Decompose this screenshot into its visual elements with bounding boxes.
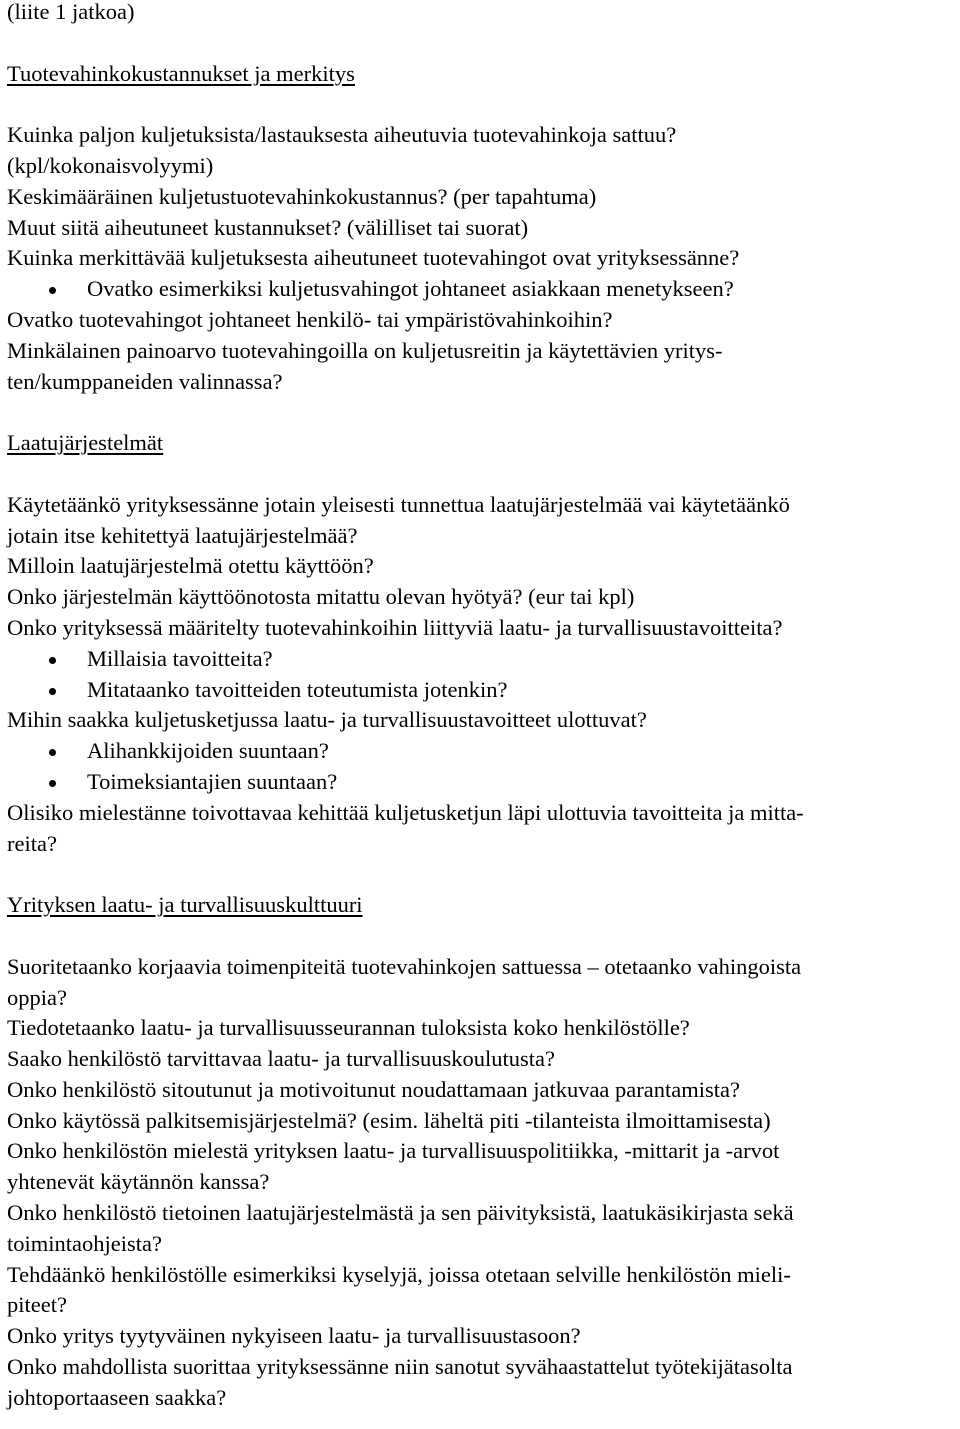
- section-heading-product-damage: Tuotevahinkokustannukset ja merkitys: [7, 60, 355, 86]
- bullet-item: [7, 274, 957, 305]
- question-line: Käytetäänkö yrityksessänne jotain yleisesti tunnettua laatujärjestelmää vai käytetäänkö: [7, 491, 790, 517]
- spacer: [7, 459, 957, 490]
- question-line: (kpl/kokonaisvolyymi): [7, 152, 214, 178]
- spacer: [7, 921, 957, 952]
- spacer: [7, 859, 957, 890]
- bullet-item: [7, 736, 957, 767]
- spacer: [7, 89, 957, 120]
- question-line: jotain itse kehitettyä laatujärjestelmää?: [7, 522, 358, 548]
- bullet-text: Mitataanko tavoitteiden toteutumista jotenkin?: [87, 676, 508, 702]
- question-line: Onko henkilöstön mielestä yrityksen laatu- ja turvallisuuspolitiikka, -mittarit ja -arvot: [7, 1138, 780, 1164]
- bullet-text: Alihankkijoiden suuntaan?: [87, 738, 329, 764]
- bullet-item: [7, 675, 957, 706]
- bullet-icon: [49, 780, 56, 787]
- bullet-item: [7, 644, 957, 675]
- question-line: Onko henkilöstö sitoutunut ja motivoitunut noudattamaan jatkuvaa parantamista?: [7, 1076, 740, 1102]
- question-line: yhtenevät käytännön kanssa?: [7, 1169, 270, 1195]
- question-line: ten/kumppaneiden valinnassa?: [7, 368, 283, 394]
- question-line: Suoritetaanko korjaavia toimenpiteitä tuotevahinkojen sattuessa – otetaanko vahingoista: [7, 953, 802, 979]
- question-line: Minkälainen painoarvo tuotevahingoilla on kuljetusreitin ja käytettävien yritys-: [7, 337, 723, 363]
- question-line: Onko yritys tyytyväinen nykyiseen laatu- ja turvallisuustasoon?: [7, 1323, 581, 1349]
- bullet-icon: [49, 688, 56, 695]
- question-line: Milloin laatujärjestelmä otettu käyttöön?: [7, 553, 374, 579]
- question-line: Onko mahdollista suorittaa yrityksessänne niin sanotut syvähaastattelut työtekijätasolta: [7, 1354, 793, 1380]
- bullet-item: [7, 767, 957, 798]
- question-line: Tehdäänkö henkilöstölle esimerkiksi kyselyjä, joissa otetaan selville henkilöstön mieli-: [7, 1261, 791, 1287]
- question-line: Onko yrityksessä määritelty tuotevahinkoihin liittyviä laatu- ja turvallisuustavoitteita?: [7, 614, 783, 640]
- question-line: Olisiko mielestänne toivottavaa kehittää kuljetusketjun läpi ulottuvia tavoitteita ja mitta-: [7, 799, 804, 825]
- question-line: Onko käytössä palkitsemisjärjestelmä? (esim. läheltä piti -tilanteista ilmoittamisesta): [7, 1107, 771, 1133]
- question-line: piteet?: [7, 1292, 67, 1318]
- question-line: reita?: [7, 830, 57, 856]
- section-heading-quality-systems: Laatujärjestelmät: [7, 430, 164, 456]
- question-line: Kuinka paljon kuljetuksista/lastauksesta aiheutuvia tuotevahinkoja sattuu?: [7, 122, 677, 148]
- question-line: Ovatko tuotevahingot johtaneet henkilö- tai ympäristövahinkoihin?: [7, 306, 613, 332]
- bullet-icon: [49, 749, 56, 756]
- question-line: Keskimääräinen kuljetustuotevahinkokustannus? (per tapahtuma): [7, 183, 597, 209]
- question-line: Tiedotetaanko laatu- ja turvallisuusseurannan tuloksista koko henkilöstölle?: [7, 1015, 690, 1041]
- question-line: johtoportaaseen saakka?: [7, 1384, 227, 1410]
- continuation-note: (liite 1 jatkoa): [7, 0, 135, 24]
- question-line: oppia?: [7, 984, 67, 1010]
- section-heading-quality-culture: Yrityksen laatu- ja turvallisuuskulttuuri: [7, 892, 363, 918]
- document-page: [7, 0, 957, 1414]
- bullet-text: Millaisia tavoitteita?: [87, 645, 273, 671]
- question-line: Onko henkilöstö tietoinen laatujärjestelmästä ja sen päivityksistä, laatukäsikirjasta sekä: [7, 1200, 794, 1226]
- bullet-text: Ovatko esimerkiksi kuljetusvahingot johtaneet asiakkaan menetykseen?: [87, 276, 734, 302]
- question-line: Mihin saakka kuljetusketjussa laatu- ja turvallisuustavoitteet ulottuvat?: [7, 707, 647, 733]
- question-line: Onko järjestelmän käyttöönotosta mitattu olevan hyötyä? (eur tai kpl): [7, 584, 635, 610]
- bullet-text: Toimeksiantajien suuntaan?: [87, 768, 338, 794]
- question-line: Saako henkilöstö tarvittavaa laatu- ja turvallisuuskoulutusta?: [7, 1046, 555, 1072]
- spacer: [7, 28, 957, 59]
- bullet-icon: [49, 657, 56, 664]
- bullet-icon: [49, 287, 56, 294]
- question-line: toimintaohjeista?: [7, 1230, 162, 1256]
- question-line: Muut siitä aiheutuneet kustannukset? (välilliset tai suorat): [7, 214, 529, 240]
- spacer: [7, 397, 957, 428]
- question-line: Kuinka merkittävää kuljetuksesta aiheutuneet tuotevahingot ovat yrityksessänne?: [7, 245, 740, 271]
